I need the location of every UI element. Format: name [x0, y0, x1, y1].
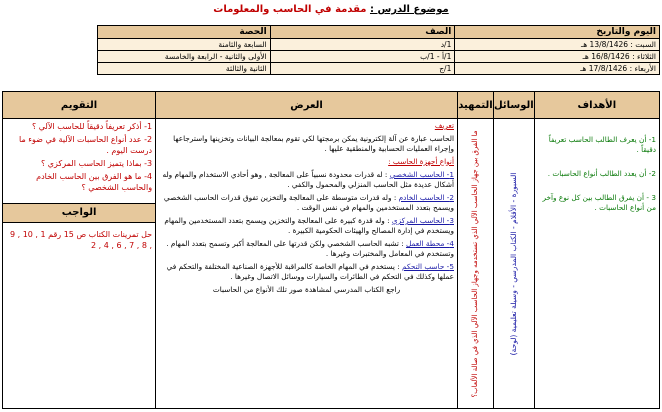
- goal-item: 3 - أن يفرق الطالب بين كل نوع وآخر من أنواع الحاسبات .: [542, 193, 656, 212]
- closing-note: راجع الكتاب المدرسي لمشاهدة صور تلك الأنواع من الحاسبات: [212, 285, 401, 294]
- content-cell: [156, 119, 458, 409]
- lesson-title: مقدمة في الحاسب والمعلومات: [213, 4, 367, 15]
- intro-text: ما الفرق بين جهاز الحاسب الآلي الذي تستخدمه وجهاز الحاسب الآلي الذي في صالة الألعاب؟: [471, 129, 480, 398]
- type-name: 5- حاسب التحكم: [401, 262, 454, 271]
- schedule-class: 1/أ - 1/ب: [270, 51, 455, 63]
- eval-item: 3- بماذا يتميز الحاسب المركزي ؟: [40, 159, 153, 168]
- schedule-header-period: الحصة: [98, 26, 271, 39]
- definition-text: الحاسب عبارة عن آلة إلكترونية يمكن برمجتها لكي تقوم بمعالجة البيانات وتخزينها واسترجاعها وإجراء العمليات الحسابية والمنطقية عليها .: [173, 134, 454, 153]
- type-item: [159, 216, 454, 236]
- schedule-class: 1/ج: [270, 63, 455, 75]
- eval-item: 1- أذكر تعريفاً دقيقاً للحاسب الآلي ؟: [31, 122, 153, 131]
- lesson-plan-table: [2, 91, 660, 409]
- schedule-header-day: اليوم والتاريخ: [455, 26, 660, 39]
- lesson-label: موضوع الدرس :: [369, 4, 449, 15]
- schedule-period: الثانية والثالثة: [98, 63, 271, 75]
- goal-item: 2- أن يعدد الطالب أنواع الحاسبات .: [547, 169, 656, 178]
- eval-item: 2- عدد أنواع الحاسبات الآلية في ضوء ما درست اليوم .: [19, 135, 153, 155]
- type-item: [159, 193, 454, 213]
- type-desc: : له قدرات محدودة نسبياً على المعالجة , وهو أحادي الاستخدام والمهام وله أشكال عديدة مثل الحاسب المنزلي والمحمول والكفي .: [162, 170, 454, 189]
- schedule-period: السابعة والثامنة: [98, 39, 271, 51]
- goals-cell: [534, 119, 659, 409]
- header-media: الوسائل: [493, 92, 534, 119]
- type-desc: : وله قدرات متوسطة على المعالجة والتخزين تفوق قدرات الحاسب الشخصي ويسمح بتعدد المستخدمين والمهام في نفس الوقت .: [163, 193, 454, 212]
- type-desc: : وله قدرة كبيرة على المعالجة والتخزين ويسمح بتعدد المستخدمين والمهام ويستخدم في إدارة المصالح والهيئات الحكومية الكبيرة .: [164, 216, 454, 235]
- type-desc: : تشبه الحاسب الشخصي ولكن قدرتها على المعالجة أكبر وتسمح بتعدد المهام . وتستخدم في المعامل والمختبرات وغيرها .: [166, 239, 454, 258]
- definition-title: تعريف: [434, 121, 454, 130]
- eval-item: 4- ما هو الفرق بين الحاسب الخادم والحاسب الشخصي ؟: [36, 172, 153, 192]
- intro-cell: [457, 119, 493, 409]
- homework-text: حل تمرينات الكتاب ص 15 رقم 1 , 10 , 9 , 8 , 7 , 6 , 4 , 2: [9, 230, 153, 250]
- schedule-period: الأولى والثانية - الرابعة والخامسة: [98, 51, 271, 63]
- header-content: العرض: [156, 92, 458, 119]
- schedule-row: [98, 51, 660, 63]
- type-item: [159, 239, 454, 259]
- schedule-class: 1/د: [270, 39, 455, 51]
- homework-header: الواجب: [3, 203, 155, 223]
- eval-cell: [3, 119, 156, 409]
- lesson-title-bar: [0, 4, 662, 15]
- schedule-row: [98, 63, 660, 75]
- type-desc: : يستخدم في المهام الخاصة كالمراقبة للأجهزة الصناعية المختلفة والتحكم في عملها وكذلك في التحكم في الطائرات والسيارات ووسائل الاتصال وغيرها .: [166, 262, 454, 281]
- schedule-table: [97, 25, 660, 75]
- media-text: السبورة - الأقلام - الكتاب المدرسي - وسيلة تعليمية (لوحة): [508, 172, 518, 355]
- header-intro: التمهيد: [457, 92, 493, 119]
- goal-item: 1- أن يعرف الطالب الحاسب تعريفاً دقيقاً .: [548, 135, 656, 154]
- schedule-row: [98, 39, 660, 51]
- type-name: 2- الحاسب الخادم: [398, 193, 454, 202]
- media-cell: [493, 119, 534, 409]
- header-goals: الأهداف: [534, 92, 659, 119]
- header-eval: التقويم: [3, 92, 156, 119]
- type-name: 1- الحاسب الشخصي: [389, 170, 454, 179]
- schedule-day: الأربعاء : 17/8/1426 هـ: [455, 63, 660, 75]
- schedule-header-class: الصف: [270, 26, 455, 39]
- type-name: 3- الحاسب المركزي: [391, 216, 454, 225]
- schedule-day: الثلاثاء : 16/8/1426 هـ: [455, 51, 660, 63]
- type-name: 4- محطة العمل: [406, 239, 454, 248]
- types-title: أنواع أجهزة الحاسب :: [388, 157, 454, 166]
- type-item: [159, 262, 454, 282]
- type-item: [159, 170, 454, 190]
- schedule-day: السبت : 13/8/1426 هـ: [455, 39, 660, 51]
